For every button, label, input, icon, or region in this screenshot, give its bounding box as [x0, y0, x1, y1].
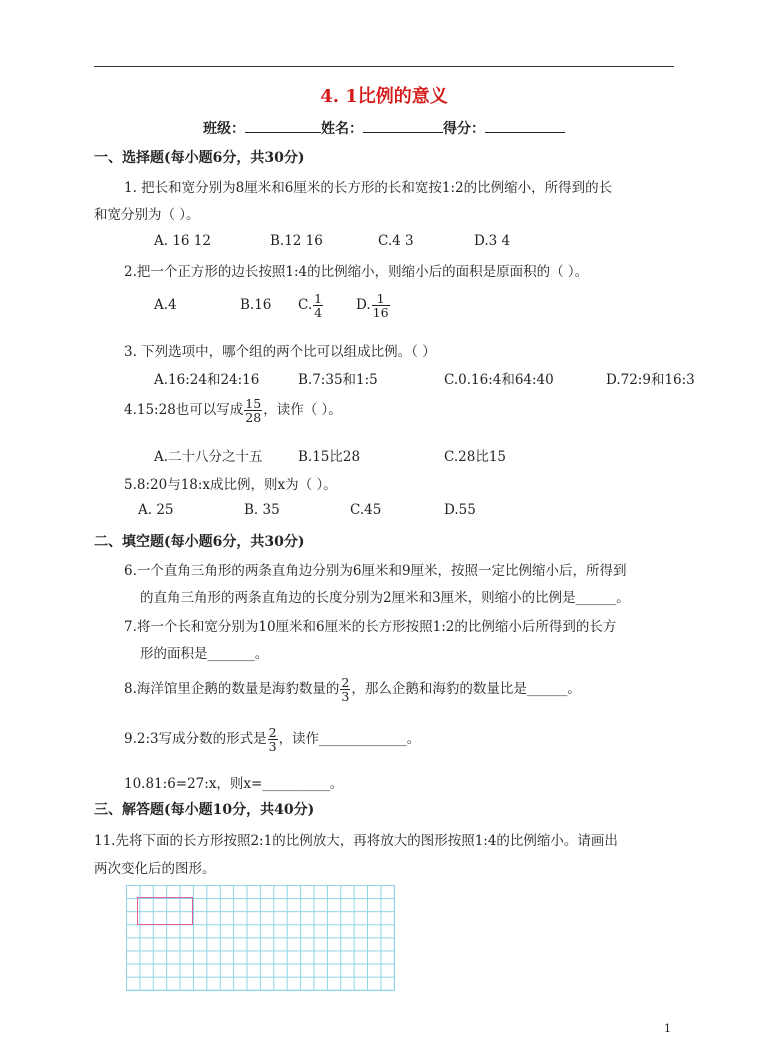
- q5-option-b[interactable]: B. 35: [244, 502, 280, 518]
- q10-text: 10.81:6=27:x，则x=__________。: [124, 776, 344, 792]
- q4-text-after: ，读作（ ）。: [263, 402, 342, 419]
- fraction-numerator: 15: [245, 396, 262, 411]
- page-number: 1: [664, 1022, 671, 1035]
- page-title: 4. 1比例的意义: [320, 86, 448, 107]
- fraction-denominator: 3: [341, 689, 350, 705]
- q2-option-c-fraction: [313, 292, 323, 319]
- q3-option-b[interactable]: B.7:35和1:5: [298, 372, 378, 388]
- q7-line2: 形的面积是_______。: [140, 646, 269, 662]
- q8-fraction: [340, 676, 350, 703]
- fraction-numerator: 2: [341, 675, 350, 690]
- q1-line1: 1. 把长和宽分别为8厘米和6厘米的长方形的长和宽按1:2的比例缩小，所得到的长: [124, 180, 613, 196]
- q6-line1: 6.一个直角三角形的两条直角边分别为6厘米和9厘米，按照一定比例缩小后，所得到: [124, 563, 627, 579]
- q2-text: 2.把一个正方形的边长按照1:4的比例缩小，则缩小后的面积是原面积的（ ）。: [124, 264, 589, 280]
- q2-option-d-fraction: [372, 292, 390, 319]
- q5-options: [138, 502, 476, 518]
- q1-option-b[interactable]: B.12 16: [270, 233, 323, 249]
- q6-line2: 的直角三角形的两条直角边的长度分别为2厘米和3厘米，则缩小的比例是______。: [140, 590, 630, 606]
- name-label: 姓名：: [321, 121, 363, 137]
- q4-options: [154, 445, 506, 465]
- q9-text-after: ，读作_____________。: [278, 731, 421, 748]
- q3-option-d[interactable]: D.72:9和16:3: [606, 372, 695, 388]
- q9-fraction: [268, 726, 278, 753]
- original-rectangle: [137, 897, 193, 925]
- q4-text-before: 4.15:28也可以写成: [124, 402, 244, 419]
- fraction-numerator: 2: [268, 725, 277, 740]
- q4-option-b[interactable]: B.15比28: [298, 449, 361, 465]
- top-rule: [94, 66, 674, 67]
- q1-options: [154, 233, 510, 249]
- name-blank[interactable]: [363, 118, 443, 133]
- q4-fraction: [244, 397, 262, 424]
- fraction-denominator: 4: [314, 305, 323, 321]
- q5-option-a[interactable]: A. 25: [138, 502, 174, 518]
- q1-option-a[interactable]: A. 16 12: [154, 233, 211, 249]
- q8-text: [124, 676, 581, 703]
- q3-options: [154, 368, 695, 388]
- q2-option-b[interactable]: B.16: [240, 297, 272, 314]
- q11-line1: 11.先将下面的长方形按照2:1的比例放大，再将放大的图形按照1:4的比例缩小。请画出: [94, 833, 618, 849]
- q5-text: 5.8:20与18:x成比例，则x为（ ）。: [124, 477, 337, 493]
- q2-option-c-prefix: C.: [298, 297, 313, 314]
- fraction-numerator: 1: [314, 291, 323, 306]
- q4-option-c[interactable]: C.28比15: [444, 449, 506, 465]
- q7-line1: 7.将一个长和宽分别为10厘米和6厘米的长方形按照1:2的比例缩小后所得到的长方: [124, 619, 617, 635]
- section3-heading: 三、解答题(每小题10分，共40分): [94, 802, 315, 818]
- section2-heading: 二、填空题(每小题6分，共30分): [94, 534, 305, 550]
- q4-option-a[interactable]: A.二十八分之十五: [154, 449, 263, 465]
- class-blank[interactable]: [245, 118, 321, 133]
- q4-text: [124, 397, 342, 424]
- q9-text-before: 9.2:3写成分数的形式是: [124, 731, 267, 748]
- q8-text-after: ，那么企鹅和海豹的数量比是______。: [351, 681, 581, 698]
- q5-option-c[interactable]: C.45: [350, 502, 382, 518]
- fraction-numerator: 1: [376, 291, 385, 306]
- q1-option-c[interactable]: C.4 3: [378, 233, 414, 249]
- q3-text: 3. 下列选项中，哪个组的两个比可以组成比例。（ ）: [124, 344, 436, 360]
- class-label: 班级：: [203, 121, 245, 137]
- fraction-denominator: 16: [372, 305, 389, 321]
- q2-option-c[interactable]: [298, 292, 356, 319]
- q1-option-d[interactable]: D.3 4: [474, 233, 511, 249]
- q2-options: [154, 292, 391, 319]
- q5-option-d[interactable]: D.55: [444, 502, 476, 518]
- fraction-denominator: 3: [268, 739, 277, 755]
- score-label: 得分：: [443, 121, 485, 137]
- student-info-line: [0, 118, 768, 138]
- q1-line2: 和宽分别为（ ）。: [94, 207, 200, 223]
- q2-option-d[interactable]: [356, 292, 391, 319]
- q8-text-before: 8.海洋馆里企鹅的数量是海豹数量的: [124, 681, 340, 698]
- section1-heading: 一、选择题(每小题6分，共30分): [94, 150, 305, 166]
- q2-option-d-prefix: D.: [356, 297, 371, 314]
- score-blank[interactable]: [485, 118, 565, 133]
- q3-option-a[interactable]: A.16:24和24:16: [154, 372, 260, 388]
- fraction-denominator: 28: [245, 410, 262, 426]
- q9-text: [124, 726, 420, 753]
- q2-option-a[interactable]: A.4: [154, 297, 177, 314]
- q3-option-c[interactable]: C.0.16:4和64:40: [444, 372, 554, 388]
- q11-line2: 两次变化后的图形。: [94, 861, 216, 877]
